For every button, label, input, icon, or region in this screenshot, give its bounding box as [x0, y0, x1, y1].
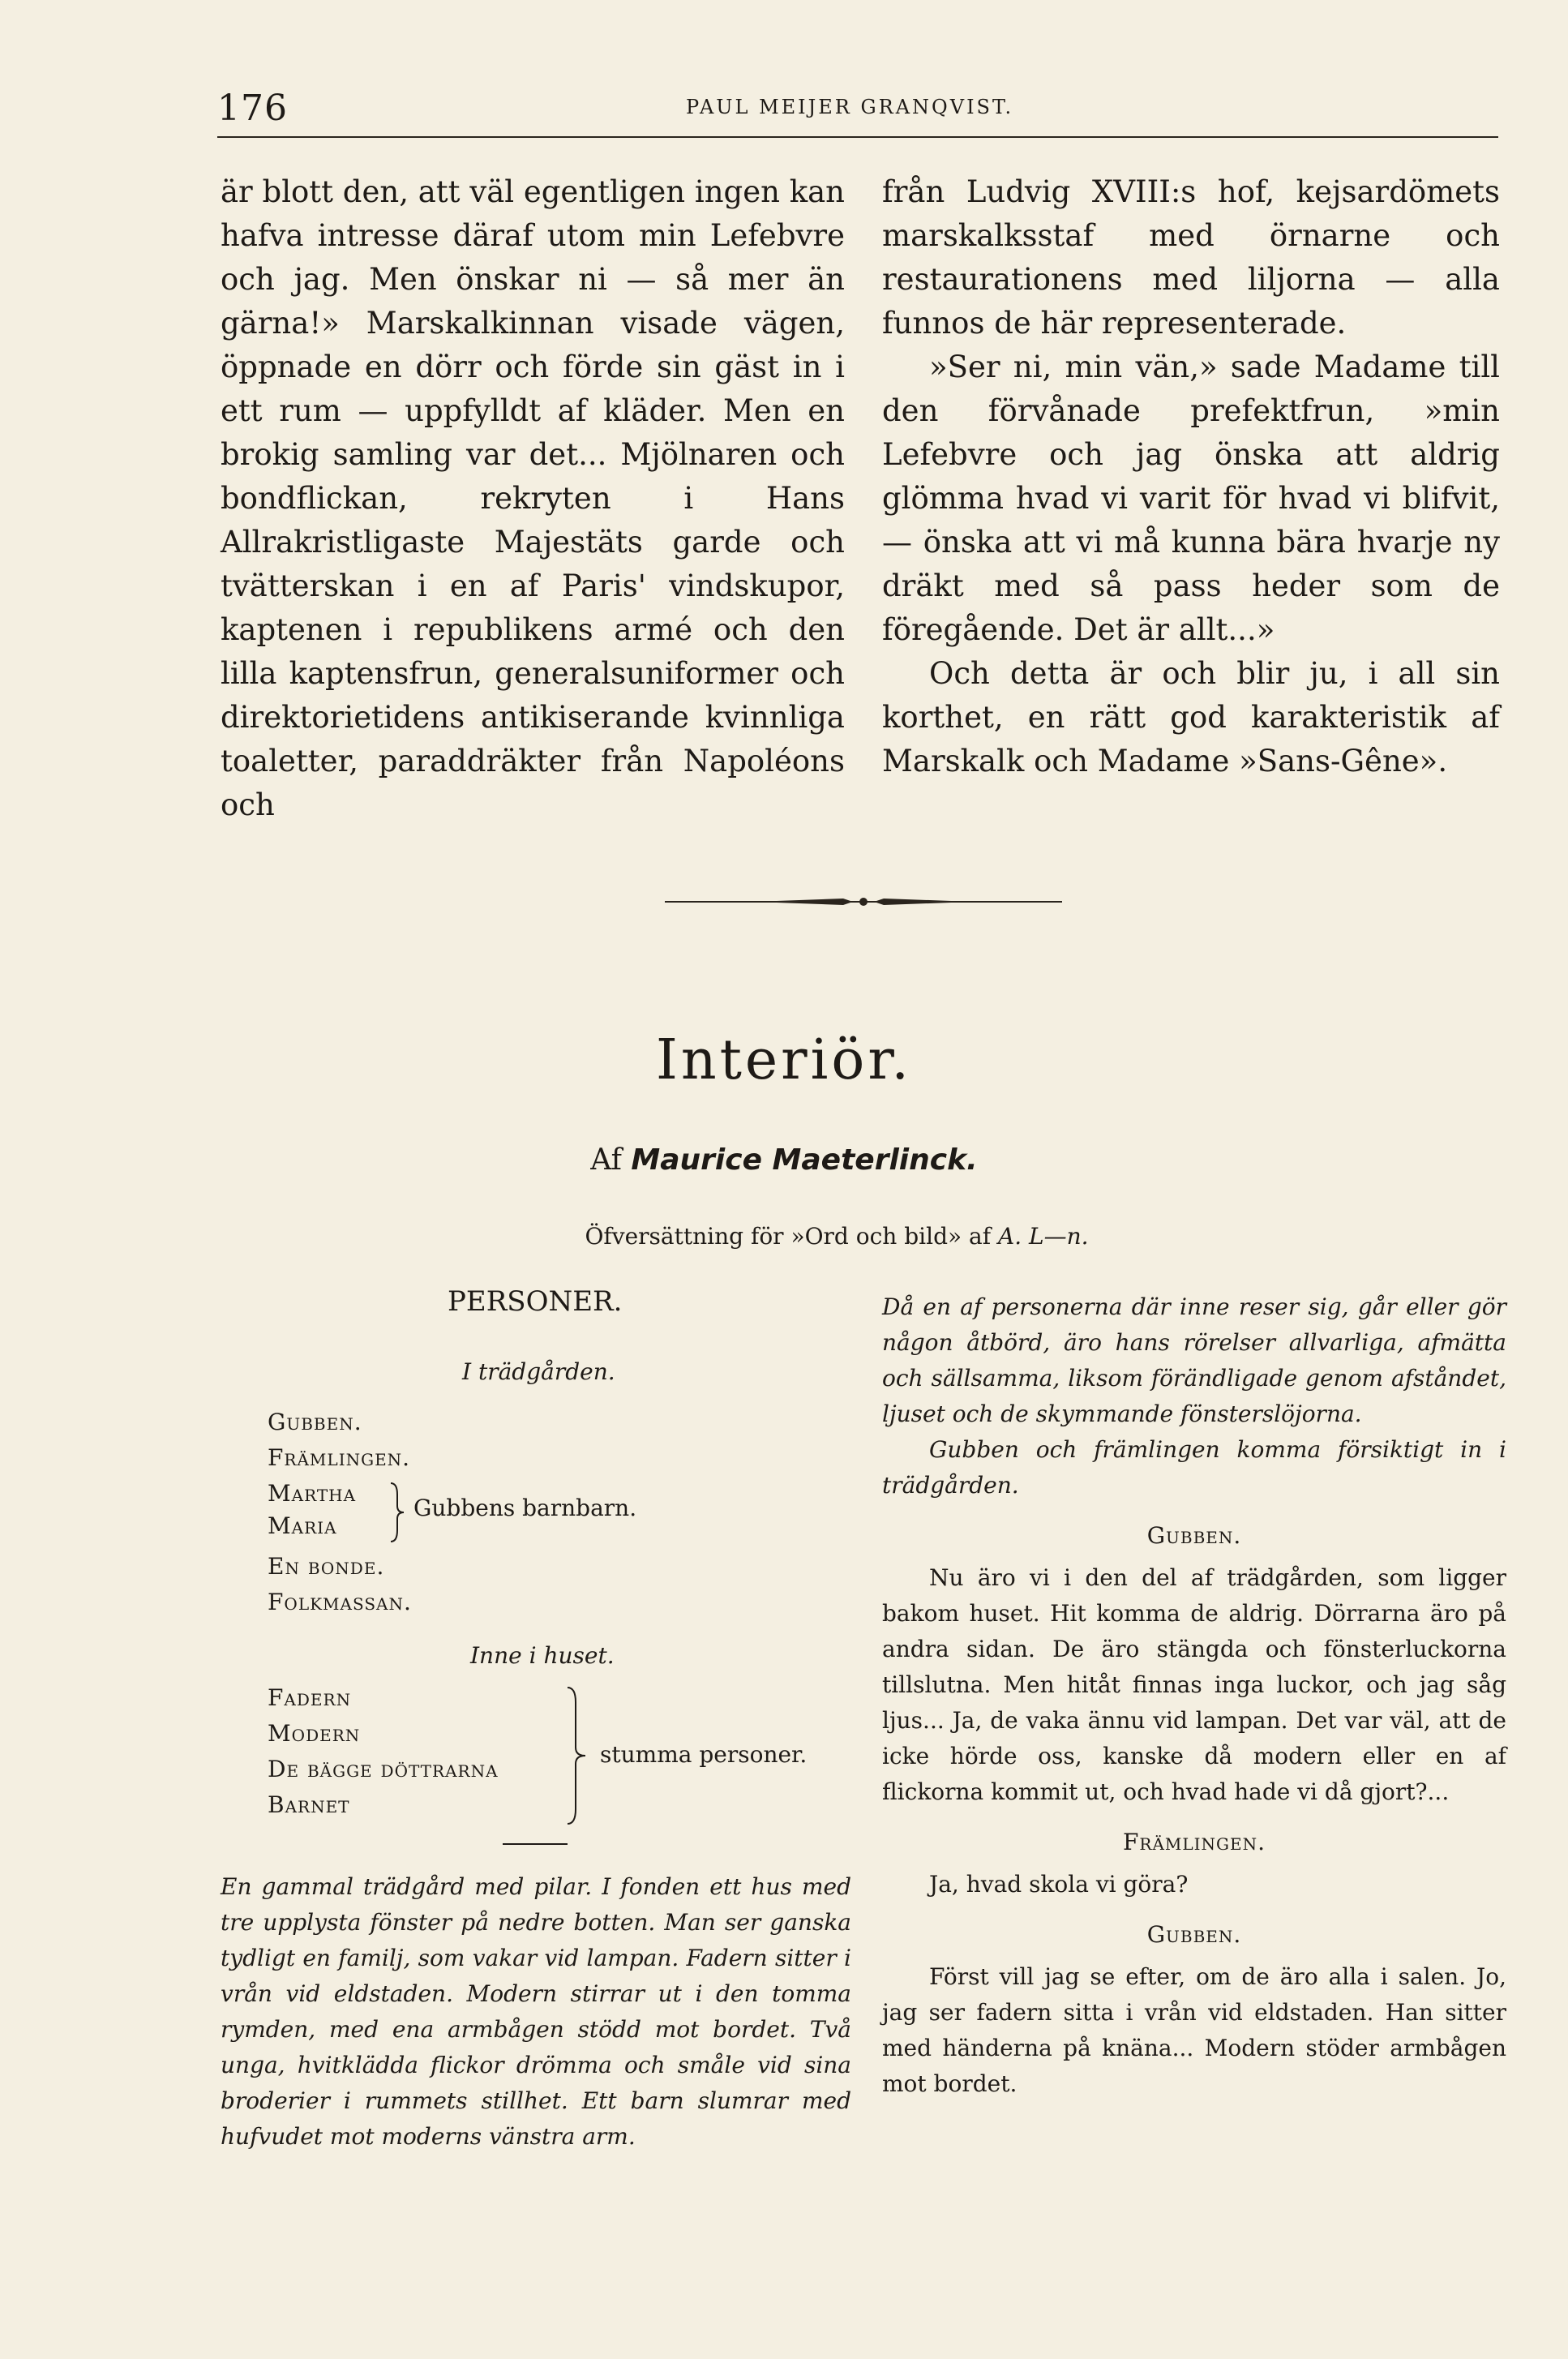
speaker-name: Främlingen. — [1122, 1829, 1266, 1855]
cast-member: Gubben. — [268, 1409, 362, 1435]
cast-member: Modern — [268, 1720, 361, 1747]
brace-mute-persons — [564, 1686, 589, 1825]
essay-column-right — [882, 170, 1500, 783]
cast-member: De bägge döttrarna — [268, 1756, 499, 1782]
house-label: Inne i huset. — [470, 1642, 615, 1669]
speaker-name: Gubben. — [1146, 1921, 1242, 1948]
essay-paragraph: är blott den, att väl egentligen ingen kan hafva intresse däraf utom min Lefebvre och jag. Men önskar ni — så mer än gärna!» Marskalkinnan visade vägen, öppnade en dörr och förde sin gäst in i ett rum — uppfylldt af kläder. Men en brokig samling var det... Mjölnaren och bondflickan, rekryten i Hans Allrakristligaste Majestäts garde och tvätterskan i en af Paris' vindskupor, kaptenen i republikens armé och den lilla kaptensfrun, generalsuniformer och direktorietidens antikiserande kvinnliga toaletter, paraddräkter från Napoléons och — [221, 174, 846, 822]
author-name: Maurice Maeterlinck. — [631, 1143, 978, 1177]
cast-member: Fadern — [268, 1684, 352, 1711]
cast-member: Martha — [268, 1480, 357, 1507]
translation-credit — [0, 1223, 1568, 1250]
running-head: PAUL MEIJER GRANQVIST. — [686, 96, 1014, 118]
header-rule — [217, 136, 1498, 138]
cast-member: En bonde. — [268, 1553, 385, 1580]
dialogue-column — [882, 1289, 1506, 2102]
byline — [0, 1143, 1568, 1177]
play-title: Interiör. — [655, 1028, 913, 1092]
cast-member: Barnet — [268, 1791, 350, 1818]
stage-direction: En gammal trädgård med pilar. I fonden ett hus med tre upplysta fönster på nedre botten. Man ser ganska tydligt en familj, som vakar vid lampan. Fadern sitter i vrån vid eldstaden. Modern stirrar ut i den tomma rymden, med ena armbågen stödd mot bordet. Två unga, hvitklädda flickor drömma och småle vid sina broderier i rummets stillhet. Ett barn slumrar med hufvudet mot moderns vänstra arm. — [221, 1873, 851, 2150]
page-header — [217, 88, 1498, 136]
essay-column-left — [221, 170, 845, 827]
mute-note: stumma personer. — [600, 1741, 808, 1768]
essay-paragraph: »Ser ni, min vän,» sade Madame till den förvånade prefektfrun, »min Lefebvre och jag önska att aldrig glömma hvad vi varit för hvad vi blifvit, — önska att vi må kunna bära hvarje ny dräkt med så pass heder som de föregående. Det är allt...» — [882, 350, 1500, 647]
grandchildren-note: Gubbens barnbarn. — [413, 1495, 637, 1521]
section-divider-ornament — [665, 892, 1062, 911]
dialogue-line: Först vill jag se efter, om de äro alla i salen. Jo, jag ser fadern sitta i vrån vid eldstaden. Han sitter med händerna på knäna... Modern stöder armbågen mot bordet. — [882, 1963, 1506, 2097]
brace-grandchildren — [388, 1480, 407, 1545]
cast-heading: PERSONER. — [448, 1285, 623, 1318]
cast-member: Främlingen. — [268, 1444, 411, 1471]
page-number: 176 — [217, 88, 288, 129]
cast-list — [268, 1285, 851, 1853]
byline-prefix: Af — [590, 1143, 622, 1177]
essay-paragraph: från Ludvig XVIII:s hof, kejsardömets marskalksstaf med örnarne och restaurationens med liljorna — alla funnos de här representerade. — [882, 174, 1500, 341]
translation-prefix: Öfversättning för »Ord och bild» af — [585, 1223, 992, 1250]
speaker-name: Gubben. — [1146, 1522, 1242, 1549]
cast-member: Maria — [268, 1512, 337, 1539]
stage-direction-entry: Gubben och främlingen komma försiktigt in i trädgården. — [882, 1436, 1506, 1499]
dialogue-line: Ja, hvad skola vi göra? — [929, 1871, 1189, 1898]
dialogue-line: Nu äro vi i den del af trädgården, som ligger bakom huset. Hit komma de aldrig. Dörrarna äro på andra sidan. De äro stängda och fönsterluckorna tillslutna. Men hitåt finnas inga luckor, och jag såg ljus... Ja, de vaka ännu vid lampan. Det var väl, att de icke hörde oss, kanske då modern eller en af flickorna kommit ut, och hvad hade vi då gjort?... — [882, 1564, 1506, 1805]
translator-name: A. L—n. — [997, 1223, 1089, 1250]
cast-member: Folkmassan. — [268, 1589, 412, 1615]
cast-divider — [503, 1843, 568, 1845]
essay-paragraph: Och detta är och blir ju, i all sin korthet, en rätt god karakteristik af Marskalk och Madame »Sans-Gêne». — [882, 656, 1500, 778]
stage-direction-intro: Då en af personerna där inne reser sig, går eller gör någon åtbörd, äro hans rörelser allvarliga, afmätta och sällsamma, liksom förändligade genom afståndet, ljuset och de skymmande fönsterslöjorna. — [882, 1293, 1506, 1427]
garden-label: I trädgården. — [462, 1358, 615, 1385]
